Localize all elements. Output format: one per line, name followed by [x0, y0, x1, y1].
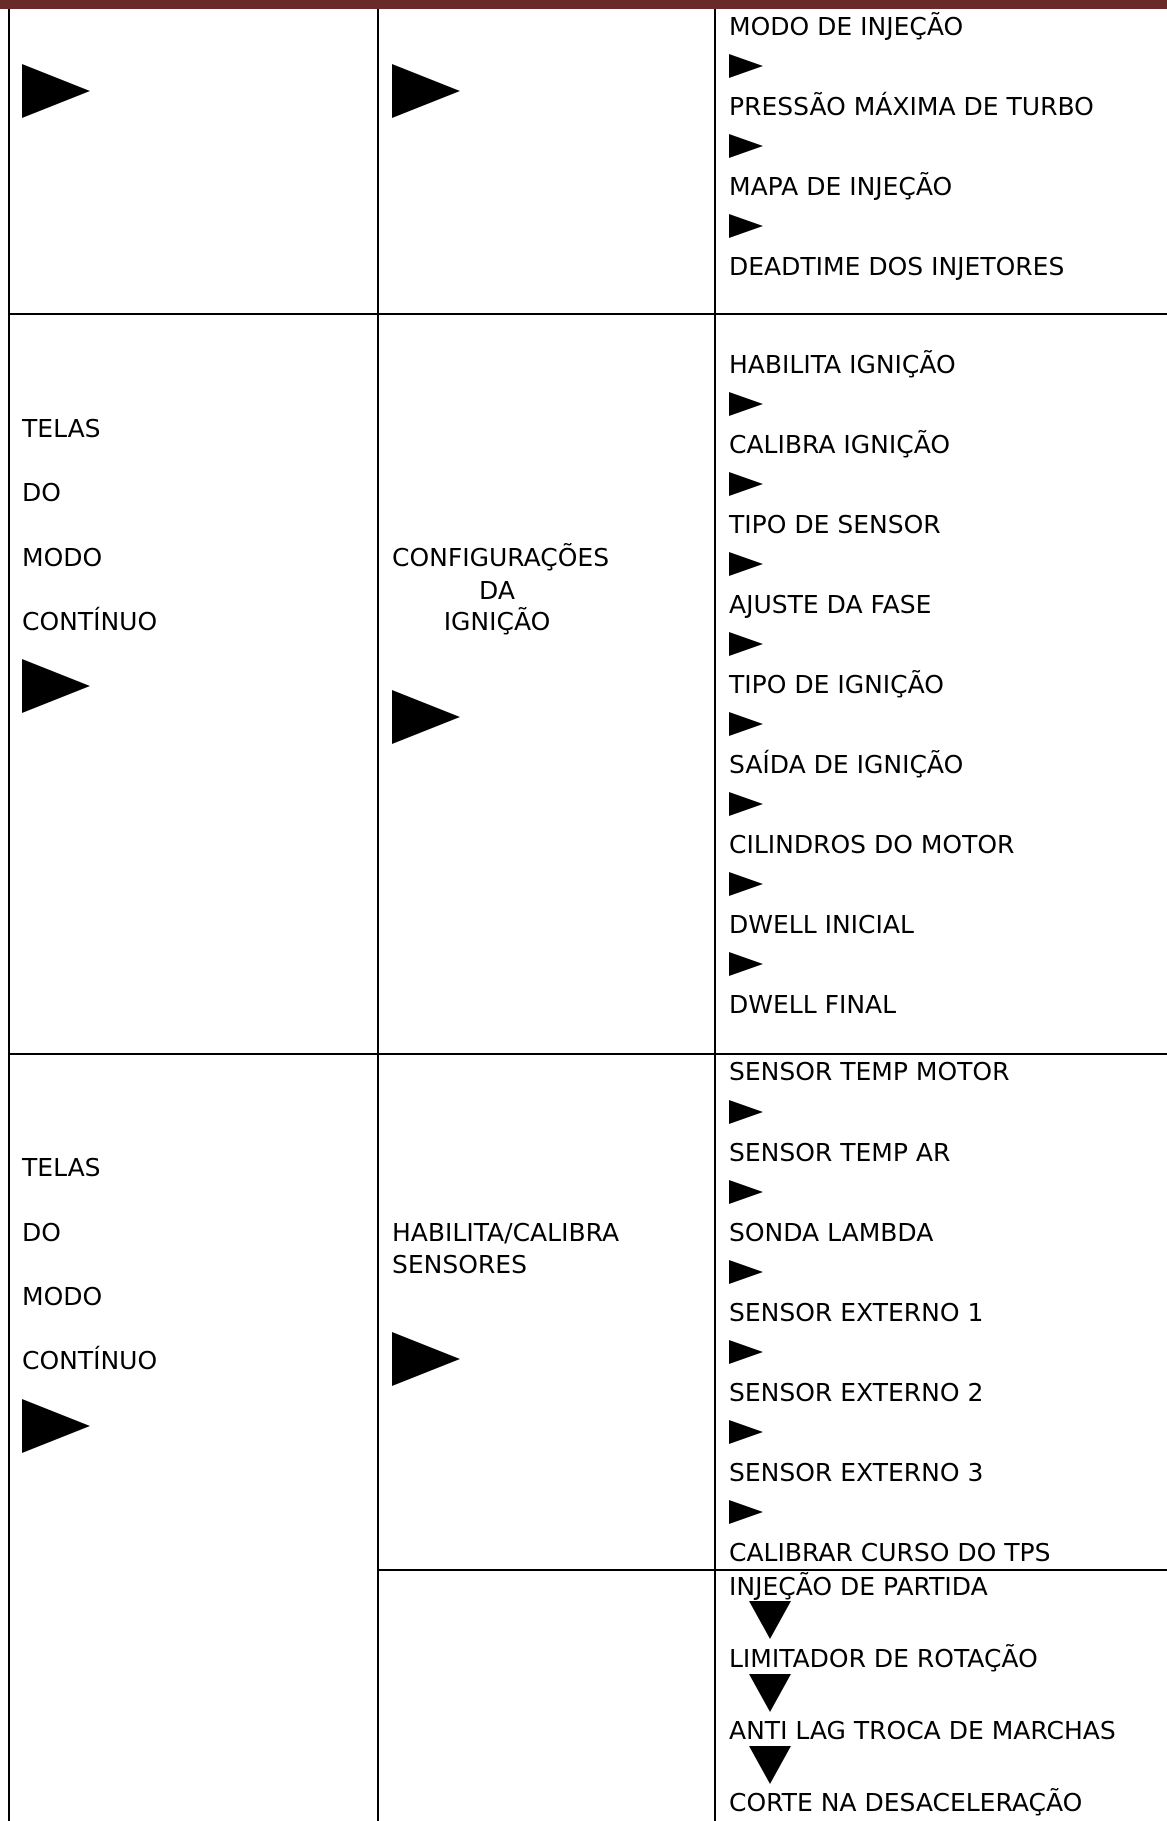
arrow-right-icon — [729, 392, 763, 416]
menu-item: SENSOR EXTERNO 1 — [729, 1298, 984, 1327]
section-label-line: CONTÍNUO — [22, 607, 158, 636]
arrow-right-icon — [22, 1399, 90, 1453]
top-border-bar — [0, 0, 1167, 9]
group-label-line: HABILITA/CALIBRA — [392, 1218, 620, 1247]
arrow-right-icon — [729, 552, 763, 576]
menu-item: SENSOR TEMP AR — [729, 1138, 951, 1167]
arrow-right-icon — [392, 690, 460, 744]
section-label-line: DO — [22, 478, 61, 507]
menu-item: SONDA LAMBDA — [729, 1218, 934, 1247]
row-divider-1 — [8, 313, 1167, 315]
section-label-line: TELAS — [22, 1153, 101, 1182]
group-label-line: IGNIÇÃO — [443, 607, 551, 636]
menu-item: SAÍDA DE IGNIÇÃO — [729, 750, 964, 779]
arrow-right-icon — [729, 214, 763, 238]
group-label-line: CONFIGURAÇÕES — [392, 543, 610, 572]
arrow-right-icon — [729, 712, 763, 736]
arrow-down-icon — [749, 1746, 791, 1784]
arrow-right-icon — [729, 952, 763, 976]
arrow-right-icon — [729, 54, 763, 78]
section-label-line: TELAS — [22, 414, 101, 443]
column-divider-2 — [714, 9, 716, 1821]
arrow-down-icon — [749, 1601, 791, 1639]
menu-item: AJUSTE DA FASE — [729, 590, 932, 619]
menu-item: MAPA DE INJEÇÃO — [729, 172, 953, 201]
section-label-line: MODO — [22, 1282, 103, 1311]
section-label-line: DO — [22, 1218, 61, 1247]
menu-item: ANTI LAG TROCA DE MARCHAS — [729, 1716, 1116, 1745]
menu-item: TIPO DE IGNIÇÃO — [729, 670, 944, 699]
arrow-right-icon — [729, 472, 763, 496]
menu-item: CORTE NA DESACELERAÇÃO — [729, 1788, 1083, 1817]
menu-item: PRESSÃO MÁXIMA DE TURBO — [729, 92, 1094, 121]
menu-item: TIPO DE SENSOR — [729, 510, 941, 539]
arrow-right-icon — [22, 64, 90, 118]
arrow-right-icon — [729, 1340, 763, 1364]
column-divider-1 — [377, 9, 379, 1821]
menu-item: LIMITADOR DE ROTAÇÃO — [729, 1644, 1038, 1673]
menu-item: CALIBRAR CURSO DO TPS — [729, 1538, 1051, 1567]
row-divider-3 — [377, 1569, 1167, 1571]
menu-item: INJEÇÃO DE PARTIDA — [729, 1572, 988, 1601]
menu-item: DEADTIME DOS INJETORES — [729, 252, 1065, 281]
menu-item: MODO DE INJEÇÃO — [729, 12, 964, 41]
arrow-right-icon — [729, 1260, 763, 1284]
arrow-right-icon — [729, 1180, 763, 1204]
arrow-right-icon — [729, 792, 763, 816]
arrow-right-icon — [729, 872, 763, 896]
table-border-left — [8, 9, 10, 1821]
menu-item: CALIBRA IGNIÇÃO — [729, 430, 951, 459]
section-label-line: MODO — [22, 543, 103, 572]
arrow-right-icon — [729, 1100, 763, 1124]
arrow-right-icon — [729, 632, 763, 656]
menu-item: CILINDROS DO MOTOR — [729, 830, 1015, 859]
menu-item: SENSOR EXTERNO 2 — [729, 1378, 984, 1407]
arrow-right-icon — [22, 659, 90, 713]
arrow-right-icon — [729, 1500, 763, 1524]
menu-item: HABILITA IGNIÇÃO — [729, 350, 956, 379]
arrow-right-icon — [729, 134, 763, 158]
arrow-right-icon — [729, 1420, 763, 1444]
row-divider-2 — [8, 1053, 1167, 1055]
arrow-right-icon — [392, 1332, 460, 1386]
arrow-down-icon — [749, 1674, 791, 1712]
section-label-line: CONTÍNUO — [22, 1346, 158, 1375]
group-label-line: SENSORES — [392, 1250, 527, 1279]
menu-item: SENSOR EXTERNO 3 — [729, 1458, 984, 1487]
menu-item: SENSOR TEMP MOTOR — [729, 1057, 1010, 1086]
group-label-line: DA — [479, 576, 515, 605]
menu-item: DWELL INICIAL — [729, 910, 914, 939]
arrow-right-icon — [392, 64, 460, 118]
menu-item: DWELL FINAL — [729, 990, 897, 1019]
